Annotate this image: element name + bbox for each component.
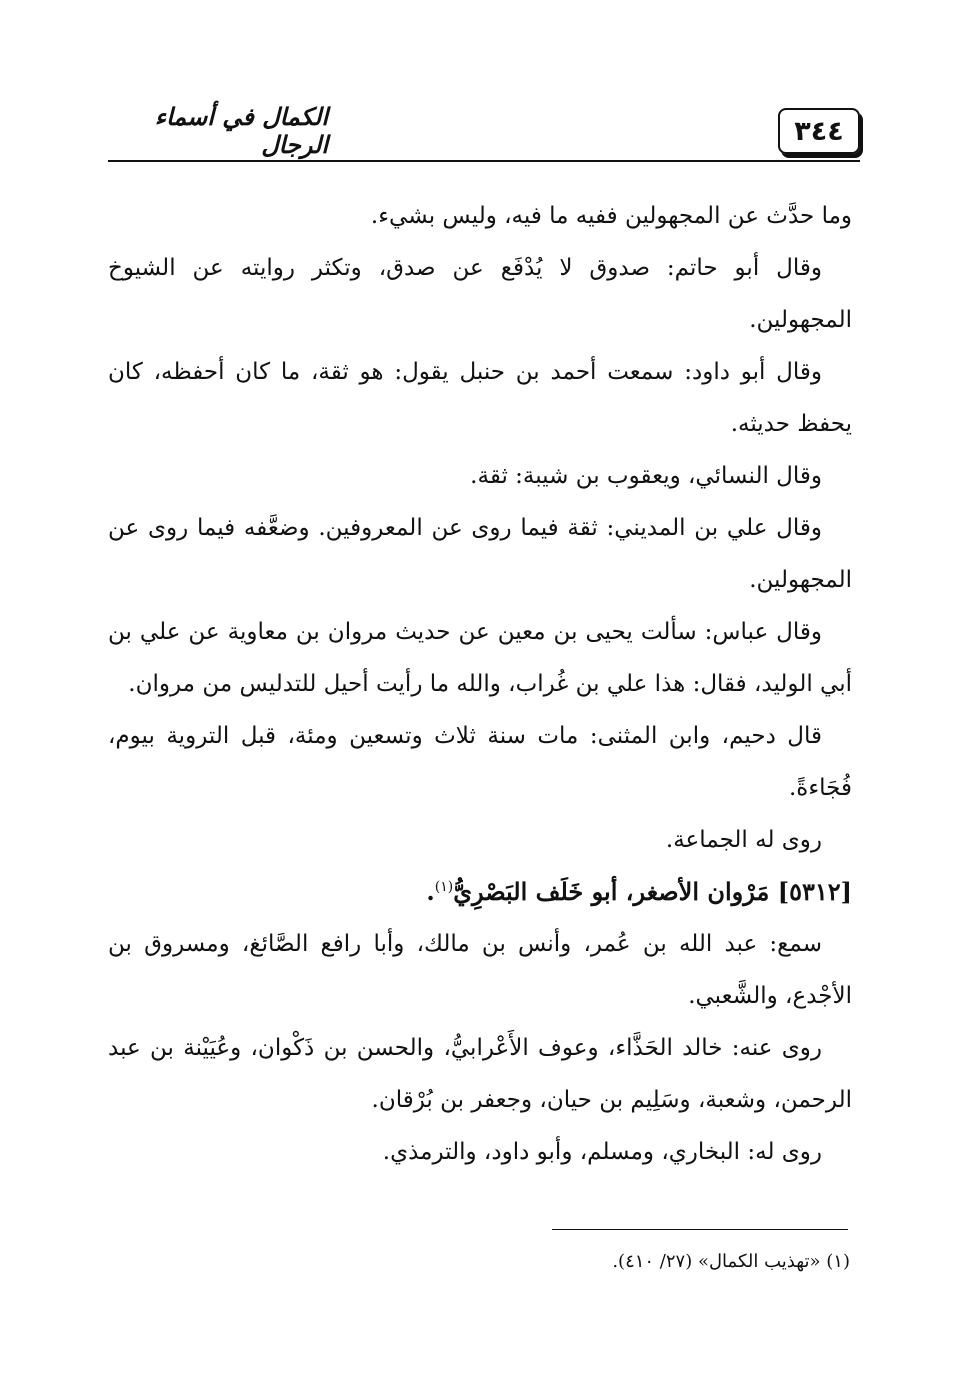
book-title: الكمال في أسماء الرجال bbox=[154, 103, 328, 159]
paragraph: وما حدَّث عن المجهولين ففيه ما فيه، وليس بشيء. bbox=[370, 203, 852, 229]
paragraph: وقال أبو داود: سمعت أحمد بن حنبل يقول: هو ثقة، ما كان أحفظه، كان يحفظ حديثه. bbox=[108, 359, 852, 437]
page-number: ٣٤٤ bbox=[778, 108, 860, 154]
entry-heading-text: [٥٣١٢] مَرْوان الأصغر، أبو خَلَف البَصْرِيُّ bbox=[453, 877, 852, 906]
entry-heading bbox=[108, 866, 852, 918]
header-divider bbox=[108, 160, 860, 162]
paragraph: وقال النسائي، ويعقوب بن شيبة: ثقة. bbox=[470, 463, 822, 489]
footnote-divider bbox=[552, 1229, 848, 1230]
paragraph: سمع: عبد الله بن عُمر، وأنس بن مالك، وأبا رافع الصَّائغ، ومسروق بن الأجْدع، والشَّعبي. bbox=[108, 931, 852, 1009]
footnote: (١) «تهذيب الكمال» (٢٧/ ٤١٠). bbox=[612, 1251, 850, 1272]
paragraph: وقال عباس: سألت يحيى بن معين عن حديث مروان بن معاوية عن علي بن أبي الوليد، فقال: هذا علي بن غُراب، والله ما رأيت أحيل للتدليس من مروان. bbox=[108, 619, 852, 697]
paragraph: روى له الجماعة. bbox=[665, 827, 822, 853]
main-text bbox=[108, 190, 852, 1178]
paragraph: روى له: البخاري، ومسلم، وأبو داود، والترمذي. bbox=[382, 1139, 822, 1165]
page-header bbox=[108, 103, 860, 160]
footnote-reference[interactable]: (١) bbox=[434, 879, 454, 895]
entry-heading-end: . bbox=[426, 877, 435, 906]
paragraph: وقال علي بن المديني: ثقة فيما روى عن المعروفين. وضعَّفه فيما روى عن المجهولين. bbox=[108, 515, 852, 593]
paragraph: روى عنه: خالد الحَذَّاء، وعوف الأَعْرابيُّ، والحسن بن ذَكْوان، وعُيَيْنة بن عبد الرحمن، وشعبة، وسَلِيم بن حيان، وجعفر بن بُرْقان. bbox=[108, 1035, 852, 1113]
paragraph: وقال أبو حاتم: صدوق لا يُدْفَع عن صدق، وتكثر روايته عن الشيوخ المجهولين. bbox=[108, 255, 852, 333]
paragraph: قال دحيم، وابن المثنى: مات سنة ثلاث وتسعين ومئة، قبل التروية بيوم، فُجَاءةً. bbox=[108, 723, 852, 801]
